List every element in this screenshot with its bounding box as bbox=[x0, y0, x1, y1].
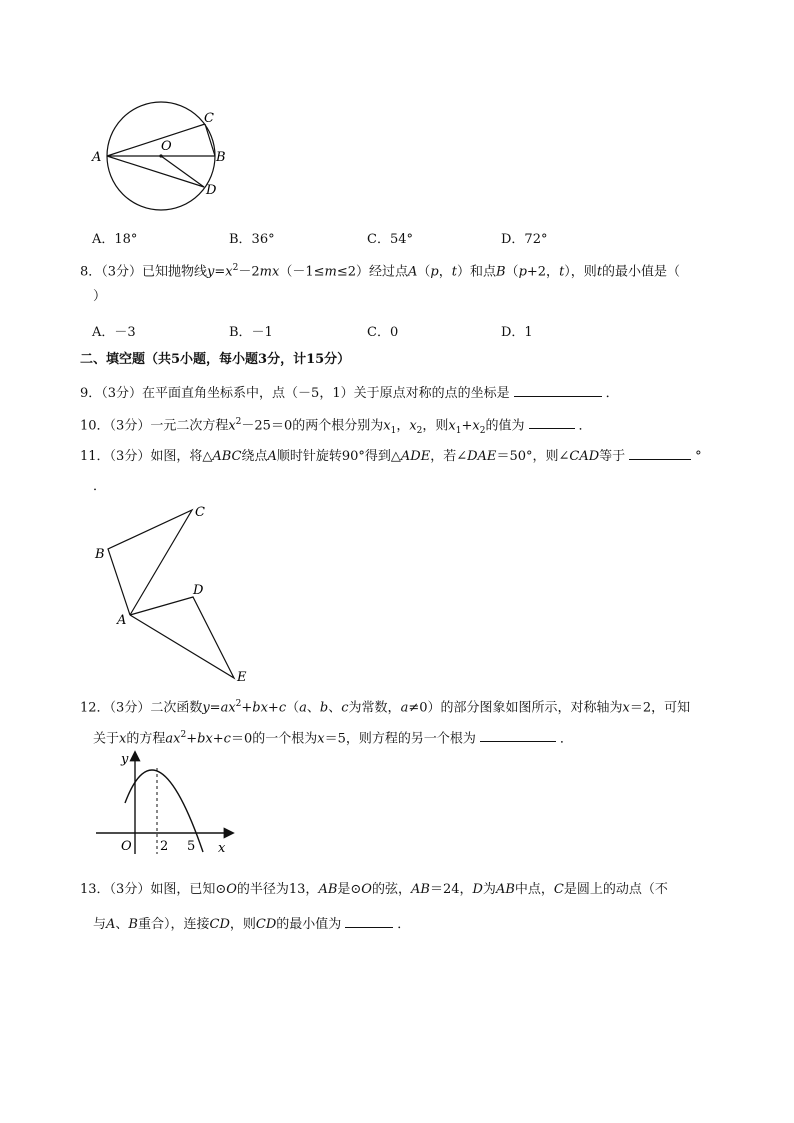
chord-ac bbox=[107, 124, 205, 156]
answer-blank[interactable] bbox=[629, 445, 691, 460]
label-a: A bbox=[92, 150, 102, 165]
label-o: O bbox=[161, 139, 172, 154]
label-y: y bbox=[121, 752, 129, 767]
question-13-line-1: 13．（3分）如图，已知⊙O的半径为13，AB是⊙O的弦，AB＝24，D为AB中点，C是圆上的动点（不 bbox=[80, 882, 668, 897]
answer-blank[interactable] bbox=[529, 414, 575, 429]
center-point bbox=[159, 154, 162, 157]
q7-option-b: B．36° bbox=[229, 232, 275, 247]
question-13-line-2: 与A、B重合），连接CD，则CD的最小值为 ． bbox=[93, 913, 410, 934]
question-12-line-2: 关于x的方程$ax^2+bx+c=0$的一个根为x＝5，则方程的另一个根为 ． bbox=[93, 726, 573, 748]
triangle-ade bbox=[130, 597, 234, 678]
question-12-line-1: 12．（3分）二次函数$y=ax^2+bx+c(a$、b、c为常数，a≠0）的部分图象如图所示，对称轴为x＝2，可知 bbox=[80, 699, 691, 716]
question-8: 8．（3分）已知抛物线$y=x^2-2mx(-1\le m\le 2)$经过点A（p，t）和点B（p+2，t），则t的最小值是（ bbox=[80, 263, 681, 280]
chord-ad bbox=[107, 156, 204, 187]
q8-option-b: B．－1 bbox=[229, 325, 273, 340]
answer-blank[interactable] bbox=[480, 727, 556, 742]
label-c: C bbox=[195, 505, 205, 520]
section-2-heading: 二、填空题（共5小题，每小题3分，计15分） bbox=[80, 352, 351, 367]
q7-option-a: A．18° bbox=[92, 232, 138, 247]
chord-cb bbox=[205, 124, 215, 156]
question-9: 9．（3分）在平面直角坐标系中，点（－5，1）关于原点对称的点的坐标是 ． bbox=[80, 382, 619, 403]
question-10: 10．（3分）一元二次方程$x^2-25=0$的两个根分别为$x_1$，$x_2$，则$x_1+x_2$的值为 ． bbox=[80, 413, 592, 440]
label-origin: O bbox=[121, 839, 132, 854]
triangle-abc bbox=[108, 510, 192, 615]
answer-blank[interactable] bbox=[345, 913, 393, 928]
tick-2: 2 bbox=[160, 839, 169, 854]
label-a: A bbox=[117, 613, 127, 628]
label-x: x bbox=[218, 841, 226, 856]
circle-figure bbox=[88, 100, 238, 215]
question-11-end: ． bbox=[93, 479, 107, 494]
tick-5: 5 bbox=[187, 839, 196, 854]
q8-option-c: C．0 bbox=[367, 325, 399, 340]
label-b: B bbox=[216, 150, 226, 165]
question-11: 11．（3分）如图，将△ABC绕点A顺时针旋转90°得到△ADE，若∠DAE＝50°，则∠CAD等于 ° bbox=[80, 445, 702, 466]
label-e: E bbox=[237, 670, 247, 683]
label-c: C bbox=[204, 111, 214, 126]
label-d: D bbox=[206, 183, 217, 198]
q8-option-d: D．1 bbox=[501, 325, 533, 340]
q7-option-d: D．72° bbox=[501, 232, 548, 247]
q7-option-c: C．54° bbox=[367, 232, 413, 247]
rotation-figure bbox=[90, 503, 250, 683]
label-d: D bbox=[193, 583, 204, 598]
parabola-figure bbox=[90, 746, 240, 856]
q8-option-a: A．－3 bbox=[92, 325, 136, 340]
label-b: B bbox=[95, 547, 105, 562]
segment-od bbox=[161, 156, 204, 187]
answer-blank[interactable] bbox=[514, 382, 602, 397]
question-8-close: ） bbox=[93, 289, 107, 304]
